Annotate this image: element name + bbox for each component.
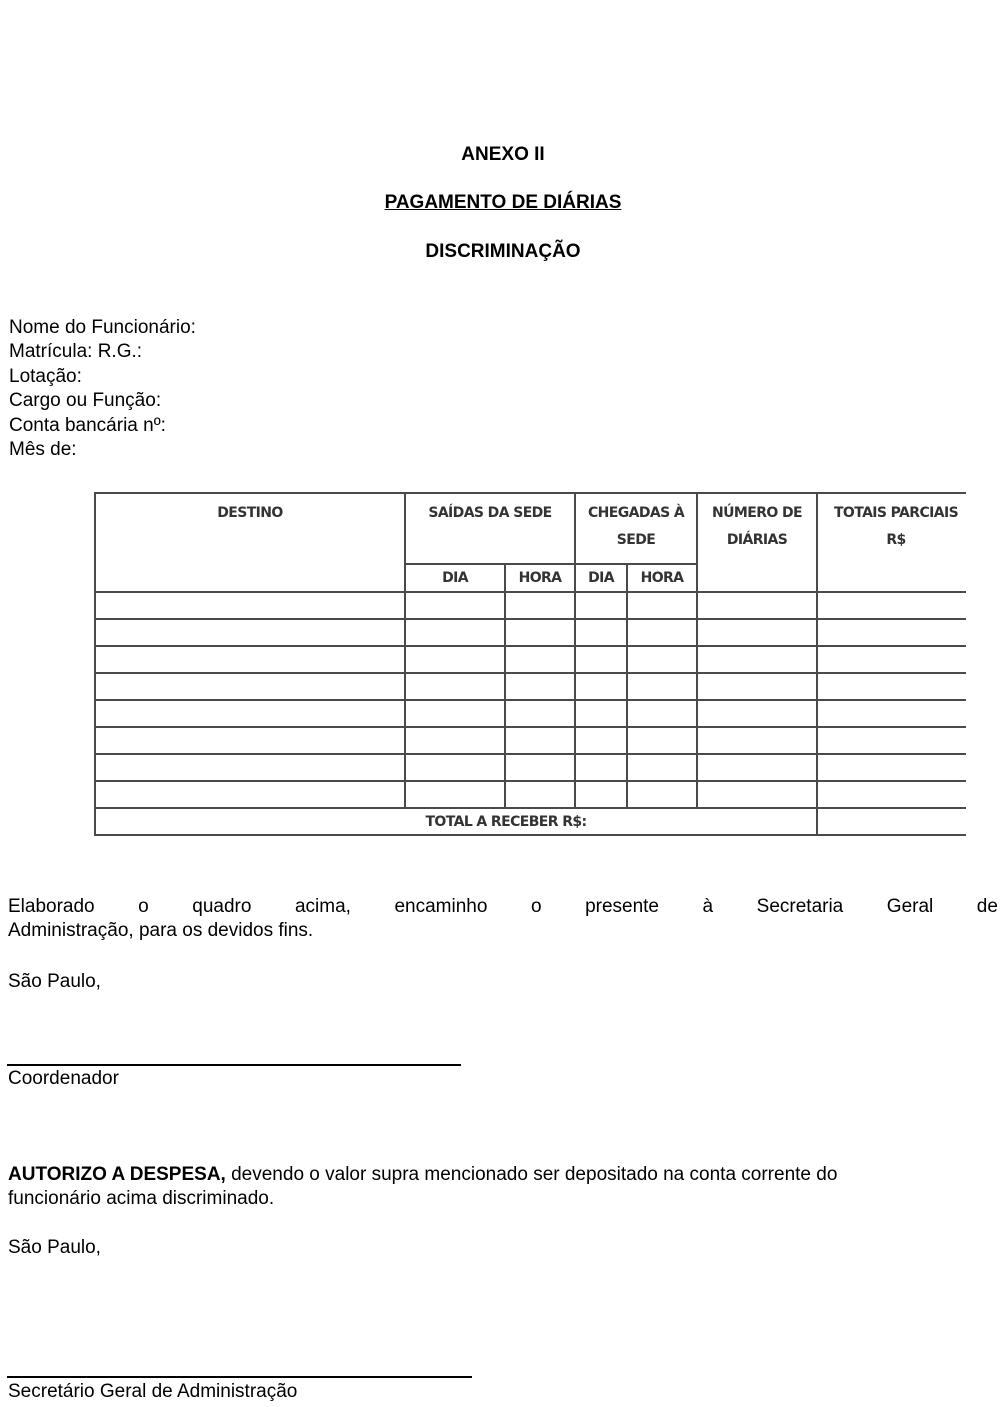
field-cargo: Cargo ou Função:	[9, 390, 162, 412]
table-cell	[627, 646, 697, 673]
table-cell	[405, 754, 505, 781]
word: acima,	[294, 896, 351, 917]
table-cell	[627, 700, 697, 727]
table-row	[95, 781, 966, 808]
col-chegadas-hora: HORA	[627, 564, 697, 592]
table-cell	[817, 700, 966, 727]
col-numero-diarias: NÚMERO DE DIÁRIAS	[697, 493, 817, 592]
table-cell	[575, 700, 627, 727]
table-cell	[817, 781, 966, 808]
document-title	[0, 192, 1006, 214]
col-totais-parciais: TOTAIS PARCIAIS R$	[817, 493, 966, 592]
table-cell	[697, 673, 817, 700]
place-date-2: São Paulo,	[8, 1237, 101, 1258]
table-cell	[697, 619, 817, 646]
table-cell	[505, 754, 575, 781]
table-cell	[95, 646, 405, 673]
table-cell	[405, 646, 505, 673]
table-cell	[505, 673, 575, 700]
field-matricula: Matrícula: R.G.:	[9, 341, 143, 363]
table-cell	[627, 619, 697, 646]
table-cell	[697, 781, 817, 808]
table-cell	[575, 754, 627, 781]
field-conta: Conta bancária nº:	[9, 414, 166, 436]
table-row	[95, 646, 966, 673]
col-saidas: SAÍDAS DA SEDE	[405, 493, 575, 564]
table-cell	[697, 754, 817, 781]
table-cell	[817, 754, 966, 781]
autorizo-rest: devendo o valor supra mencionado ser depositado na conta corrente do	[225, 1164, 838, 1185]
col-saidas-hora: HORA	[505, 564, 575, 592]
col-chegadas-dia: DIA	[575, 564, 627, 592]
signature-line-secretario	[7, 1376, 472, 1378]
table-cell	[505, 727, 575, 754]
table-cell	[405, 700, 505, 727]
paragraph-autorizo	[8, 1163, 837, 1211]
table-cell	[817, 592, 966, 619]
place-date-1: São Paulo,	[8, 971, 101, 992]
signature-secretario: Secretário Geral de Administração	[8, 1381, 298, 1402]
table-row	[95, 727, 966, 754]
word: Geral	[886, 896, 934, 917]
table-cell	[505, 619, 575, 646]
table-cell	[575, 619, 627, 646]
word: presente	[585, 896, 660, 917]
field-nome: Nome do Funcionário:	[9, 317, 196, 338]
table-cell	[95, 754, 405, 781]
table-cell	[817, 673, 966, 700]
table-cell	[697, 727, 817, 754]
annex-title: ANEXO II	[461, 144, 545, 165]
table-cell	[95, 673, 405, 700]
table-cell	[575, 781, 627, 808]
paragraph-elaborado-line2: Administração, para os devidos fins.	[8, 920, 314, 941]
table-cell	[505, 781, 575, 808]
word: Elaborado	[8, 896, 95, 917]
table-cell	[505, 592, 575, 619]
employee-fields	[9, 316, 196, 462]
table-cell	[405, 673, 505, 700]
table-cell	[405, 727, 505, 754]
table-row	[95, 700, 966, 727]
paragraph-elaborado	[8, 895, 998, 943]
col-chegadas: CHEGADAS À SEDE	[575, 493, 697, 564]
table-row	[95, 754, 966, 781]
paragraph-autorizo-line2: funcionário acima discriminado.	[8, 1188, 275, 1209]
autorizo-bold: AUTORIZO A DESPESA,	[8, 1164, 226, 1185]
word: encaminho	[394, 896, 488, 917]
field-lotacao: Lotação:	[9, 365, 82, 387]
table-cell	[575, 673, 627, 700]
table-cell	[627, 754, 697, 781]
signature-coordenador: Coordenador	[8, 1068, 119, 1089]
signature-line-coordenador	[7, 1064, 461, 1066]
word: de	[976, 896, 998, 917]
table-cell	[95, 700, 405, 727]
table-cell	[575, 646, 627, 673]
table-row	[95, 592, 966, 619]
table-cell	[627, 727, 697, 754]
word: à	[702, 896, 714, 917]
field-mes: Mês de:	[9, 439, 77, 461]
table-row	[95, 673, 966, 700]
total-row	[95, 808, 966, 835]
word: o	[530, 896, 542, 917]
table-cell	[697, 592, 817, 619]
word: o	[138, 896, 149, 917]
col-saidas-dia: DIA	[405, 564, 505, 592]
table-cell	[405, 619, 505, 646]
table-cell	[627, 673, 697, 700]
table-cell	[95, 781, 405, 808]
table-cell	[95, 727, 405, 754]
table-cell	[505, 700, 575, 727]
word: Secretaria	[756, 896, 844, 917]
table-cell	[627, 592, 697, 619]
total-label: TOTAL A RECEBER R$:	[95, 808, 817, 835]
table-cell	[95, 619, 405, 646]
table-cell	[627, 781, 697, 808]
table-cell	[505, 646, 575, 673]
table-cell	[405, 781, 505, 808]
table-cell	[575, 592, 627, 619]
paragraph-elaborado-line1	[8, 895, 998, 919]
table-cell	[575, 727, 627, 754]
table-cell	[697, 700, 817, 727]
word: quadro	[192, 896, 252, 917]
col-destino: DESTINO	[95, 493, 405, 592]
table-cell	[697, 646, 817, 673]
table-cell	[405, 592, 505, 619]
table-cell	[817, 619, 966, 646]
table-cell	[817, 646, 966, 673]
table-cell	[95, 592, 405, 619]
table-row	[95, 619, 966, 646]
document-title-text: PAGAMENTO DE DIÁRIAS	[384, 192, 622, 213]
diarias-table	[94, 492, 966, 836]
total-value-cell	[817, 808, 966, 835]
document-subtitle: DISCRIMINAÇÃO	[425, 241, 581, 262]
paragraph-autorizo-line1	[8, 1163, 837, 1187]
table-cell	[817, 727, 966, 754]
